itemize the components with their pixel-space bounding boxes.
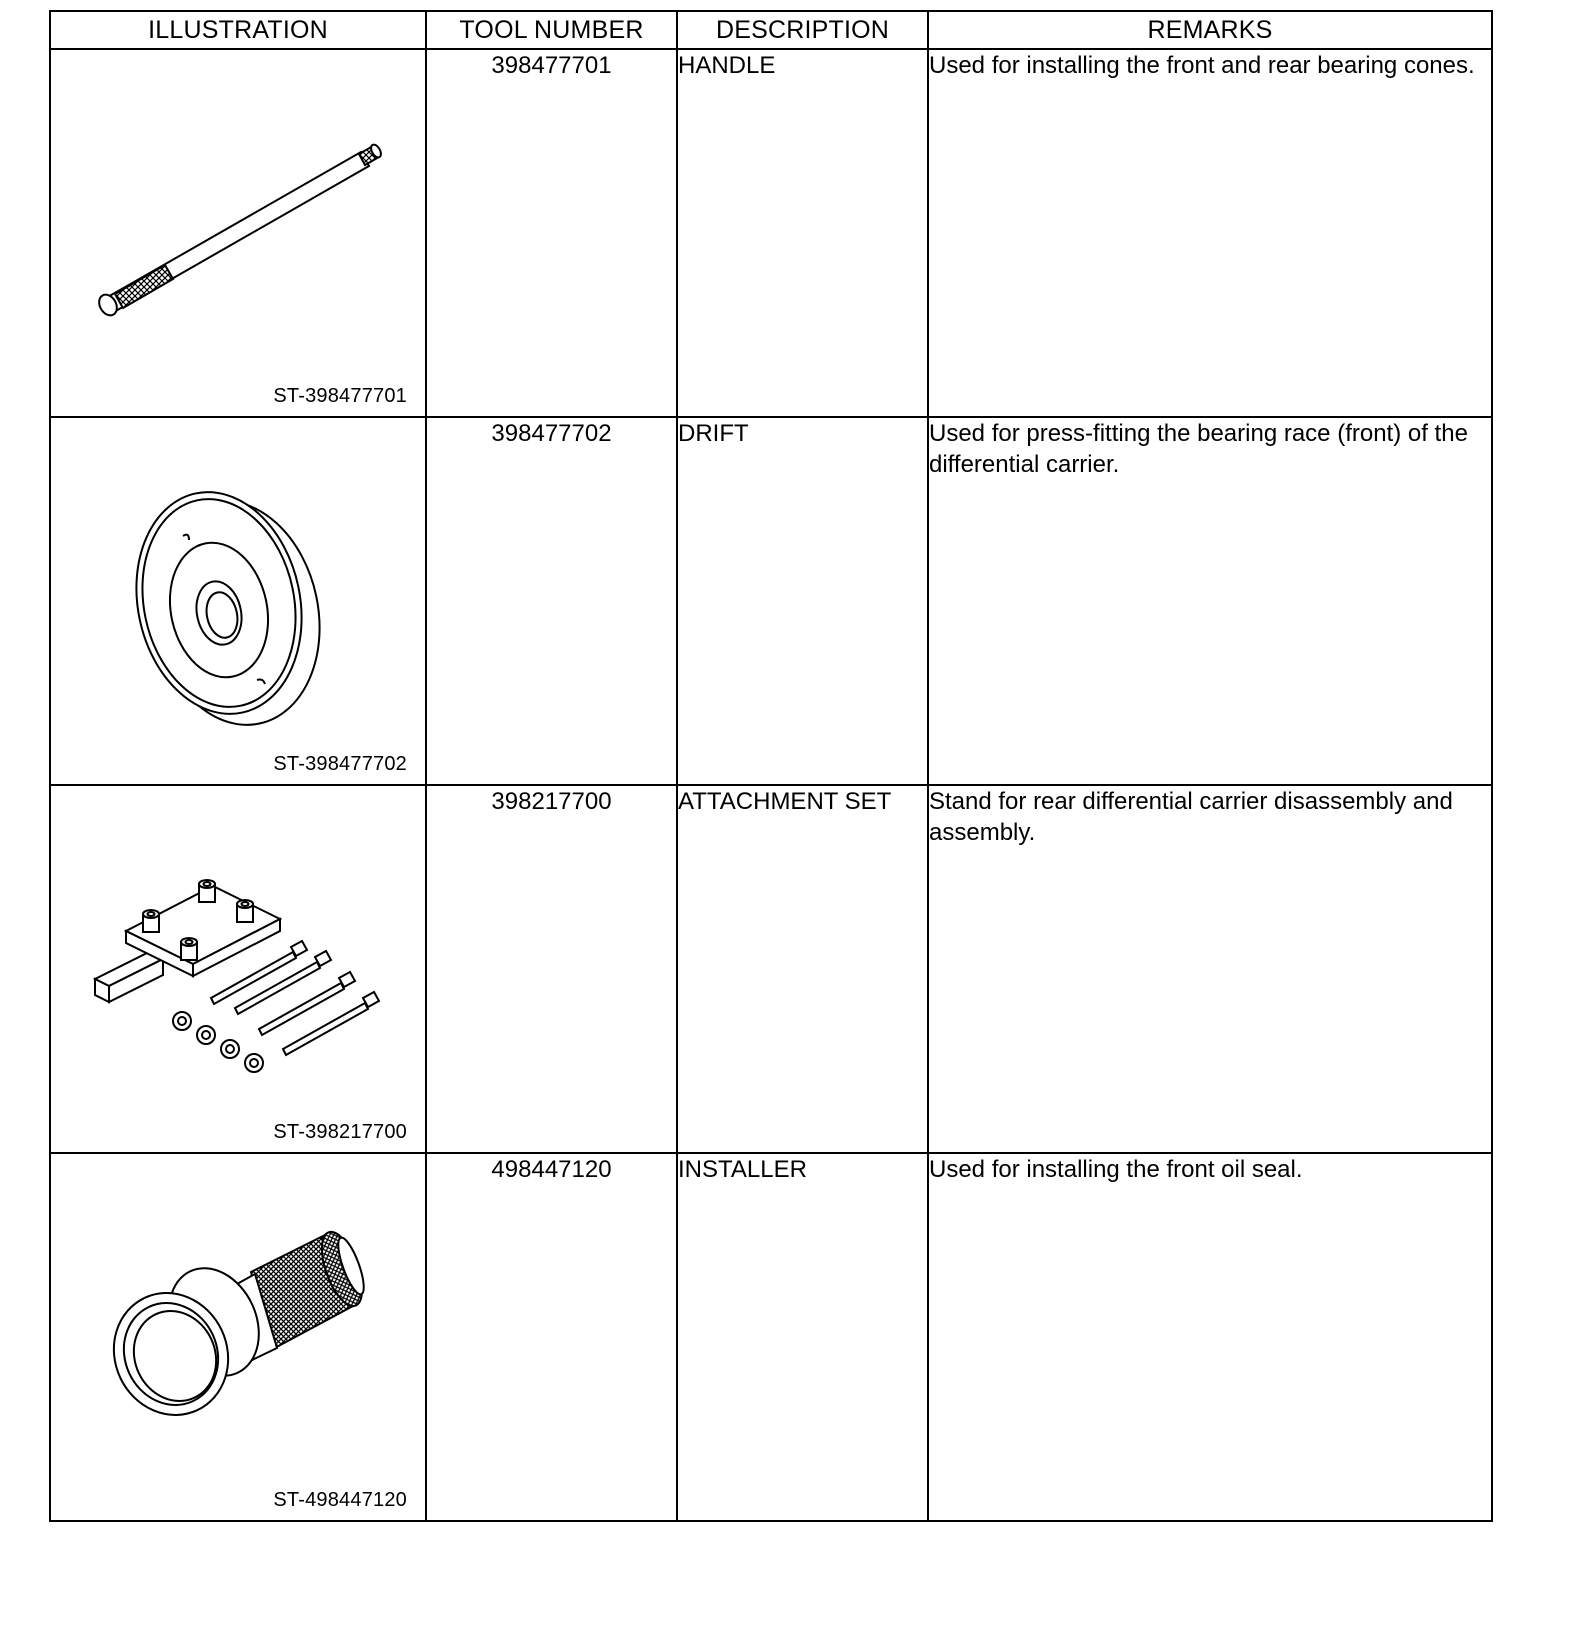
tool-number: 398477701 — [426, 49, 677, 417]
tool-description: HANDLE — [677, 49, 928, 417]
tool-description: INSTALLER — [677, 1153, 928, 1521]
illustration-cell — [50, 417, 426, 785]
tool-number: 398477702 — [426, 417, 677, 785]
attachment-set-icon — [51, 786, 427, 1152]
table-row — [50, 49, 1492, 417]
header-description: DESCRIPTION — [677, 11, 928, 49]
handle-tool-icon — [51, 50, 427, 416]
table-row — [50, 417, 1492, 785]
illustration-cell — [50, 1153, 426, 1521]
table-header-row — [50, 11, 1492, 49]
installer-tool-icon — [51, 1154, 427, 1520]
table-row — [50, 1153, 1492, 1521]
tool-number: 398217700 — [426, 785, 677, 1153]
illustration-code: ST-398217700 — [273, 1121, 407, 1143]
illustration-cell — [50, 49, 426, 417]
illustration-code: ST-498447120 — [273, 1489, 407, 1511]
illustration-cell — [50, 785, 426, 1153]
drift-tool-icon — [51, 418, 427, 784]
tool-description: DRIFT — [677, 417, 928, 785]
tool-description: ATTACHMENT SET — [677, 785, 928, 1153]
table-row — [50, 785, 1492, 1153]
header-illustration: ILLUSTRATION — [50, 11, 426, 49]
illustration-code: ST-398477702 — [273, 753, 407, 775]
header-remarks: REMARKS — [928, 11, 1492, 49]
tool-remarks: Used for installing the front oil seal. — [928, 1153, 1492, 1521]
tool-number: 498447120 — [426, 1153, 677, 1521]
illustration-code: ST-398477701 — [273, 385, 407, 407]
special-tools-table — [49, 10, 1493, 1522]
tool-remarks: Used for press-fitting the bearing race (front) of the differential carrier. — [928, 417, 1492, 785]
tool-remarks: Stand for rear differential carrier disassembly and assembly. — [928, 785, 1492, 1153]
tool-remarks: Used for installing the front and rear bearing cones. — [928, 49, 1492, 417]
header-tool-number: TOOL NUMBER — [426, 11, 677, 49]
